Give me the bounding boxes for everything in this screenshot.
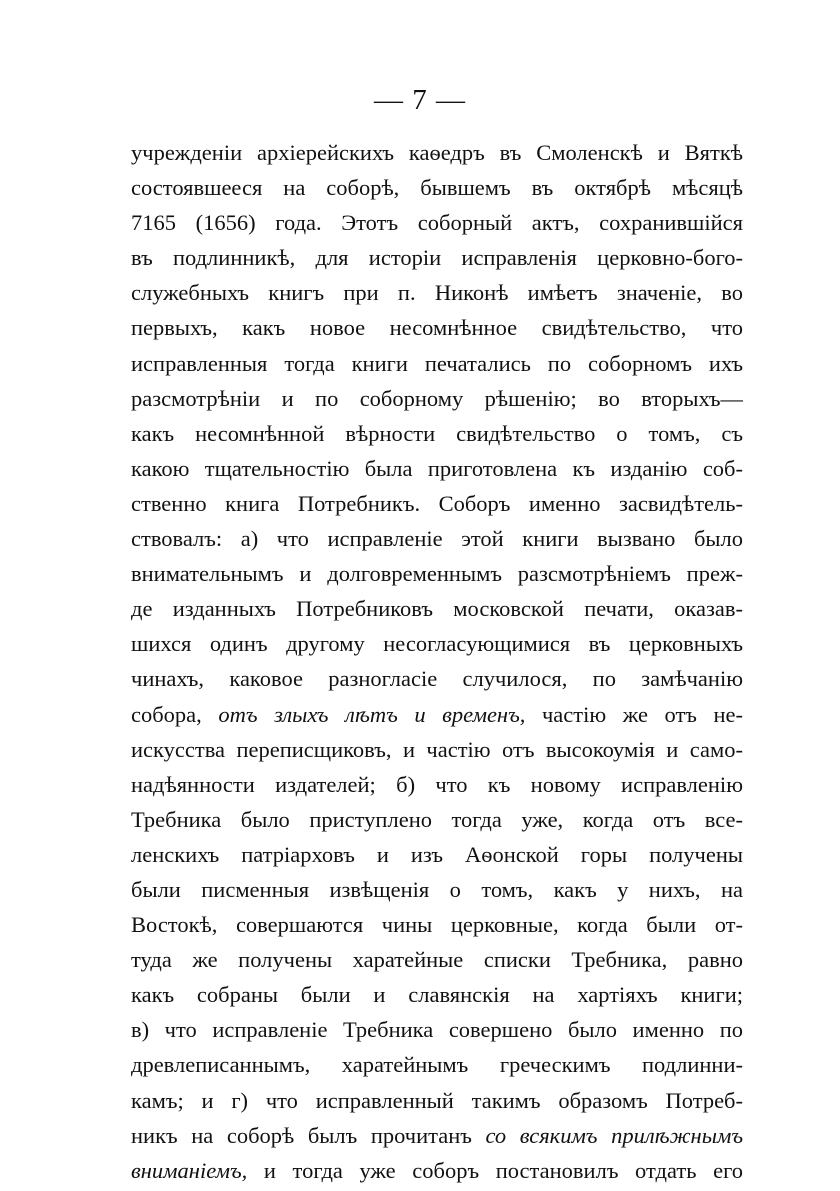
text-line: исправленныя тогда книги печатались по соборномъ ихъ xyxy=(131,350,743,376)
text-line: в) что исправленіе Требника совершено было именно по xyxy=(131,1017,743,1043)
text-line: Востокѣ, совершаются чины церковные, когда были от- xyxy=(131,912,743,938)
text-line: надѣянности издателей; б) что къ новому исправленію xyxy=(131,771,743,797)
text-line: шихся одинъ другому несогласующимися въ церковныхъ xyxy=(131,631,743,657)
text-line: какою тщательностію была приготовлена къ изданію соб- xyxy=(131,455,743,481)
text-segment: и тогда уже соборъ постановилъ отдать его xyxy=(247,1157,743,1183)
body-text xyxy=(131,135,743,1188)
text-segment: частію же отъ не- xyxy=(525,701,743,727)
text-line: какъ собраны были и славянскія на хартіяхъ книги; xyxy=(131,982,743,1008)
italic-phrase: вниманіемъ, xyxy=(131,1157,248,1183)
text-line: де изданныхъ Потребниковъ московской печати, оказав- xyxy=(131,596,743,622)
text-line: ственно книга Потребникъ. Соборъ именно засвидѣтель- xyxy=(131,490,743,516)
text-line: были писменныя извѣщенія о томъ, какъ у нихъ, на xyxy=(131,876,743,902)
page-number: — 7 — xyxy=(374,84,466,116)
text-line: служебныхъ книгъ при п. Никонѣ имѣетъ значеніе, во xyxy=(131,280,743,306)
text-line: Требника было приступлено тогда уже, когда отъ все- xyxy=(131,806,743,832)
text-line xyxy=(131,1153,743,1188)
italic-phrase: отъ злыхъ лѣтъ и временъ, xyxy=(218,701,526,727)
text-line xyxy=(131,1118,743,1153)
text-line: туда же получены харатейные списки Требника, равно xyxy=(131,947,743,973)
text-line: камъ; и г) что исправленный такимъ образомъ Потреб- xyxy=(131,1087,743,1113)
text-line: древлеписаннымъ, харатейнымъ греческимъ подлинни- xyxy=(131,1052,743,1078)
text-line: учрежденіи архіерейскихъ каѳедръ въ Смоленскѣ и Вяткѣ xyxy=(131,140,743,165)
text-line: состоявшееся на соборѣ, бывшемъ въ октябрѣ мѣсяцѣ xyxy=(131,175,743,201)
text-line: первыхъ, какъ новое несомнѣнное свидѣтельство, что xyxy=(131,315,743,341)
text-segment: никъ на соборѣ былъ прочитанъ xyxy=(131,1122,486,1148)
text-line: ствовалъ: а) что исправленіе этой книги вызвано было xyxy=(131,526,743,552)
text-line: разсмотрѣніи и по соборному рѣшенію; во вторыхъ— xyxy=(131,385,743,411)
text-line: 7165 (1656) года. Этотъ соборный актъ, сохранившійся xyxy=(131,210,743,236)
text-line xyxy=(131,697,743,732)
text-line: въ подлинникѣ, для исторіи исправленія церковно-бого- xyxy=(131,245,743,271)
text-line: искусства переписщиковъ, и частію отъ высокоумія и само- xyxy=(131,736,743,762)
italic-phrase: со всякимъ прилѣжнымъ xyxy=(485,1122,743,1148)
text-segment: собора, xyxy=(131,701,219,727)
text-line: ленскихъ патріарховъ и изъ Аѳонской горы получены xyxy=(131,841,743,867)
text-line: какъ несомнѣнной вѣрности свидѣтельство о томъ, съ xyxy=(131,420,743,446)
text-line: чинахъ, каковое разногласіе случилося, по замѣчанію xyxy=(131,666,743,692)
text-line: внимательнымъ и долговременнымъ разсмотрѣніемъ преж- xyxy=(131,561,743,587)
